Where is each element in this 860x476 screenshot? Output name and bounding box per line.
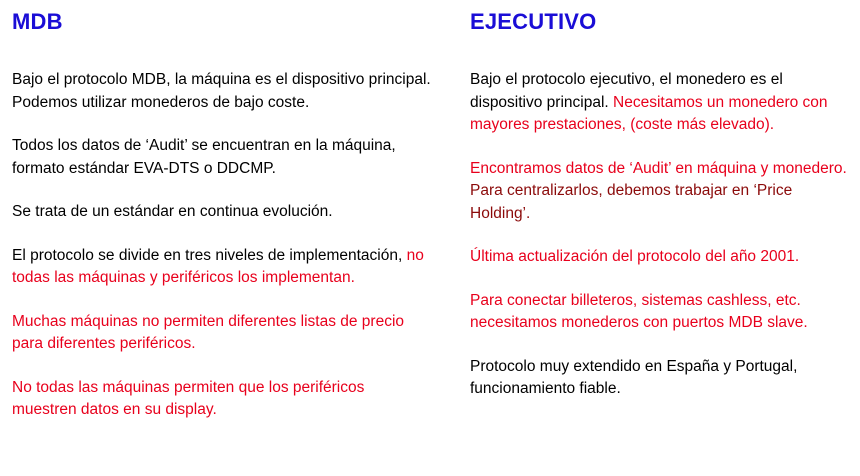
ejecutivo-main-device-text: Bajo el protocolo ejecutivo, el monedero es el dispositivo principal. [470, 71, 783, 111]
mdb-paragraph-display: No todas las máquinas permiten que los periféricos muestren datos en su display. [12, 378, 365, 418]
ejecutivo-column [470, 8, 850, 422]
ejecutivo-audit-price-holding: Para centralizarlos, debemos trabajar en ‘Price Holding’. [470, 182, 793, 222]
ejecutivo-audit-text: Encontramos datos de ‘Audit’ en máquina y monedero. [470, 159, 847, 177]
mdb-levels-text: El protocolo se divide en tres niveles de implementación, [12, 246, 407, 264]
mdb-heading: MDB [12, 9, 63, 34]
ejecutivo-paragraph-mdb-slave: Para conectar billeteros, sistemas cashless, etc. necesitamos monederos con puertos MDB slave. [470, 291, 808, 331]
mdb-paragraph-evolution: Se trata de un estándar en continua evolución. [12, 203, 333, 220]
mdb-column [12, 8, 432, 443]
ejecutivo-paragraph-extended: Protocolo muy extendido en España y Portugal, funcionamiento fiable. [470, 357, 798, 397]
mdb-paragraph-levels [12, 245, 432, 290]
ejecutivo-main-device-warning: Necesitamos un monedero con mayores prestaciones, (coste más elevado). [470, 93, 828, 133]
ejecutivo-paragraph-main-device [470, 69, 850, 137]
mdb-paragraph-price-lists: Muchas máquinas no permiten diferentes listas de precio para diferentes periféricos. [12, 312, 405, 352]
mdb-paragraph-main-device: Bajo el protocolo MDB, la máquina es el dispositivo principal. Podemos utilizar monederos de bajo coste. [12, 71, 431, 111]
ejecutivo-paragraph-audit [470, 158, 850, 226]
ejecutivo-heading: EJECUTIVO [470, 9, 597, 34]
mdb-paragraph-audit: Todos los datos de ‘Audit’ se encuentran en la máquina, formato estándar EVA-DTS o DDCMP. [12, 137, 396, 177]
mdb-levels-warning: no todas las máquinas y periféricos los implementan. [12, 246, 424, 286]
ejecutivo-paragraph-last-update: Última actualización del protocolo del año 2001. [470, 248, 800, 265]
